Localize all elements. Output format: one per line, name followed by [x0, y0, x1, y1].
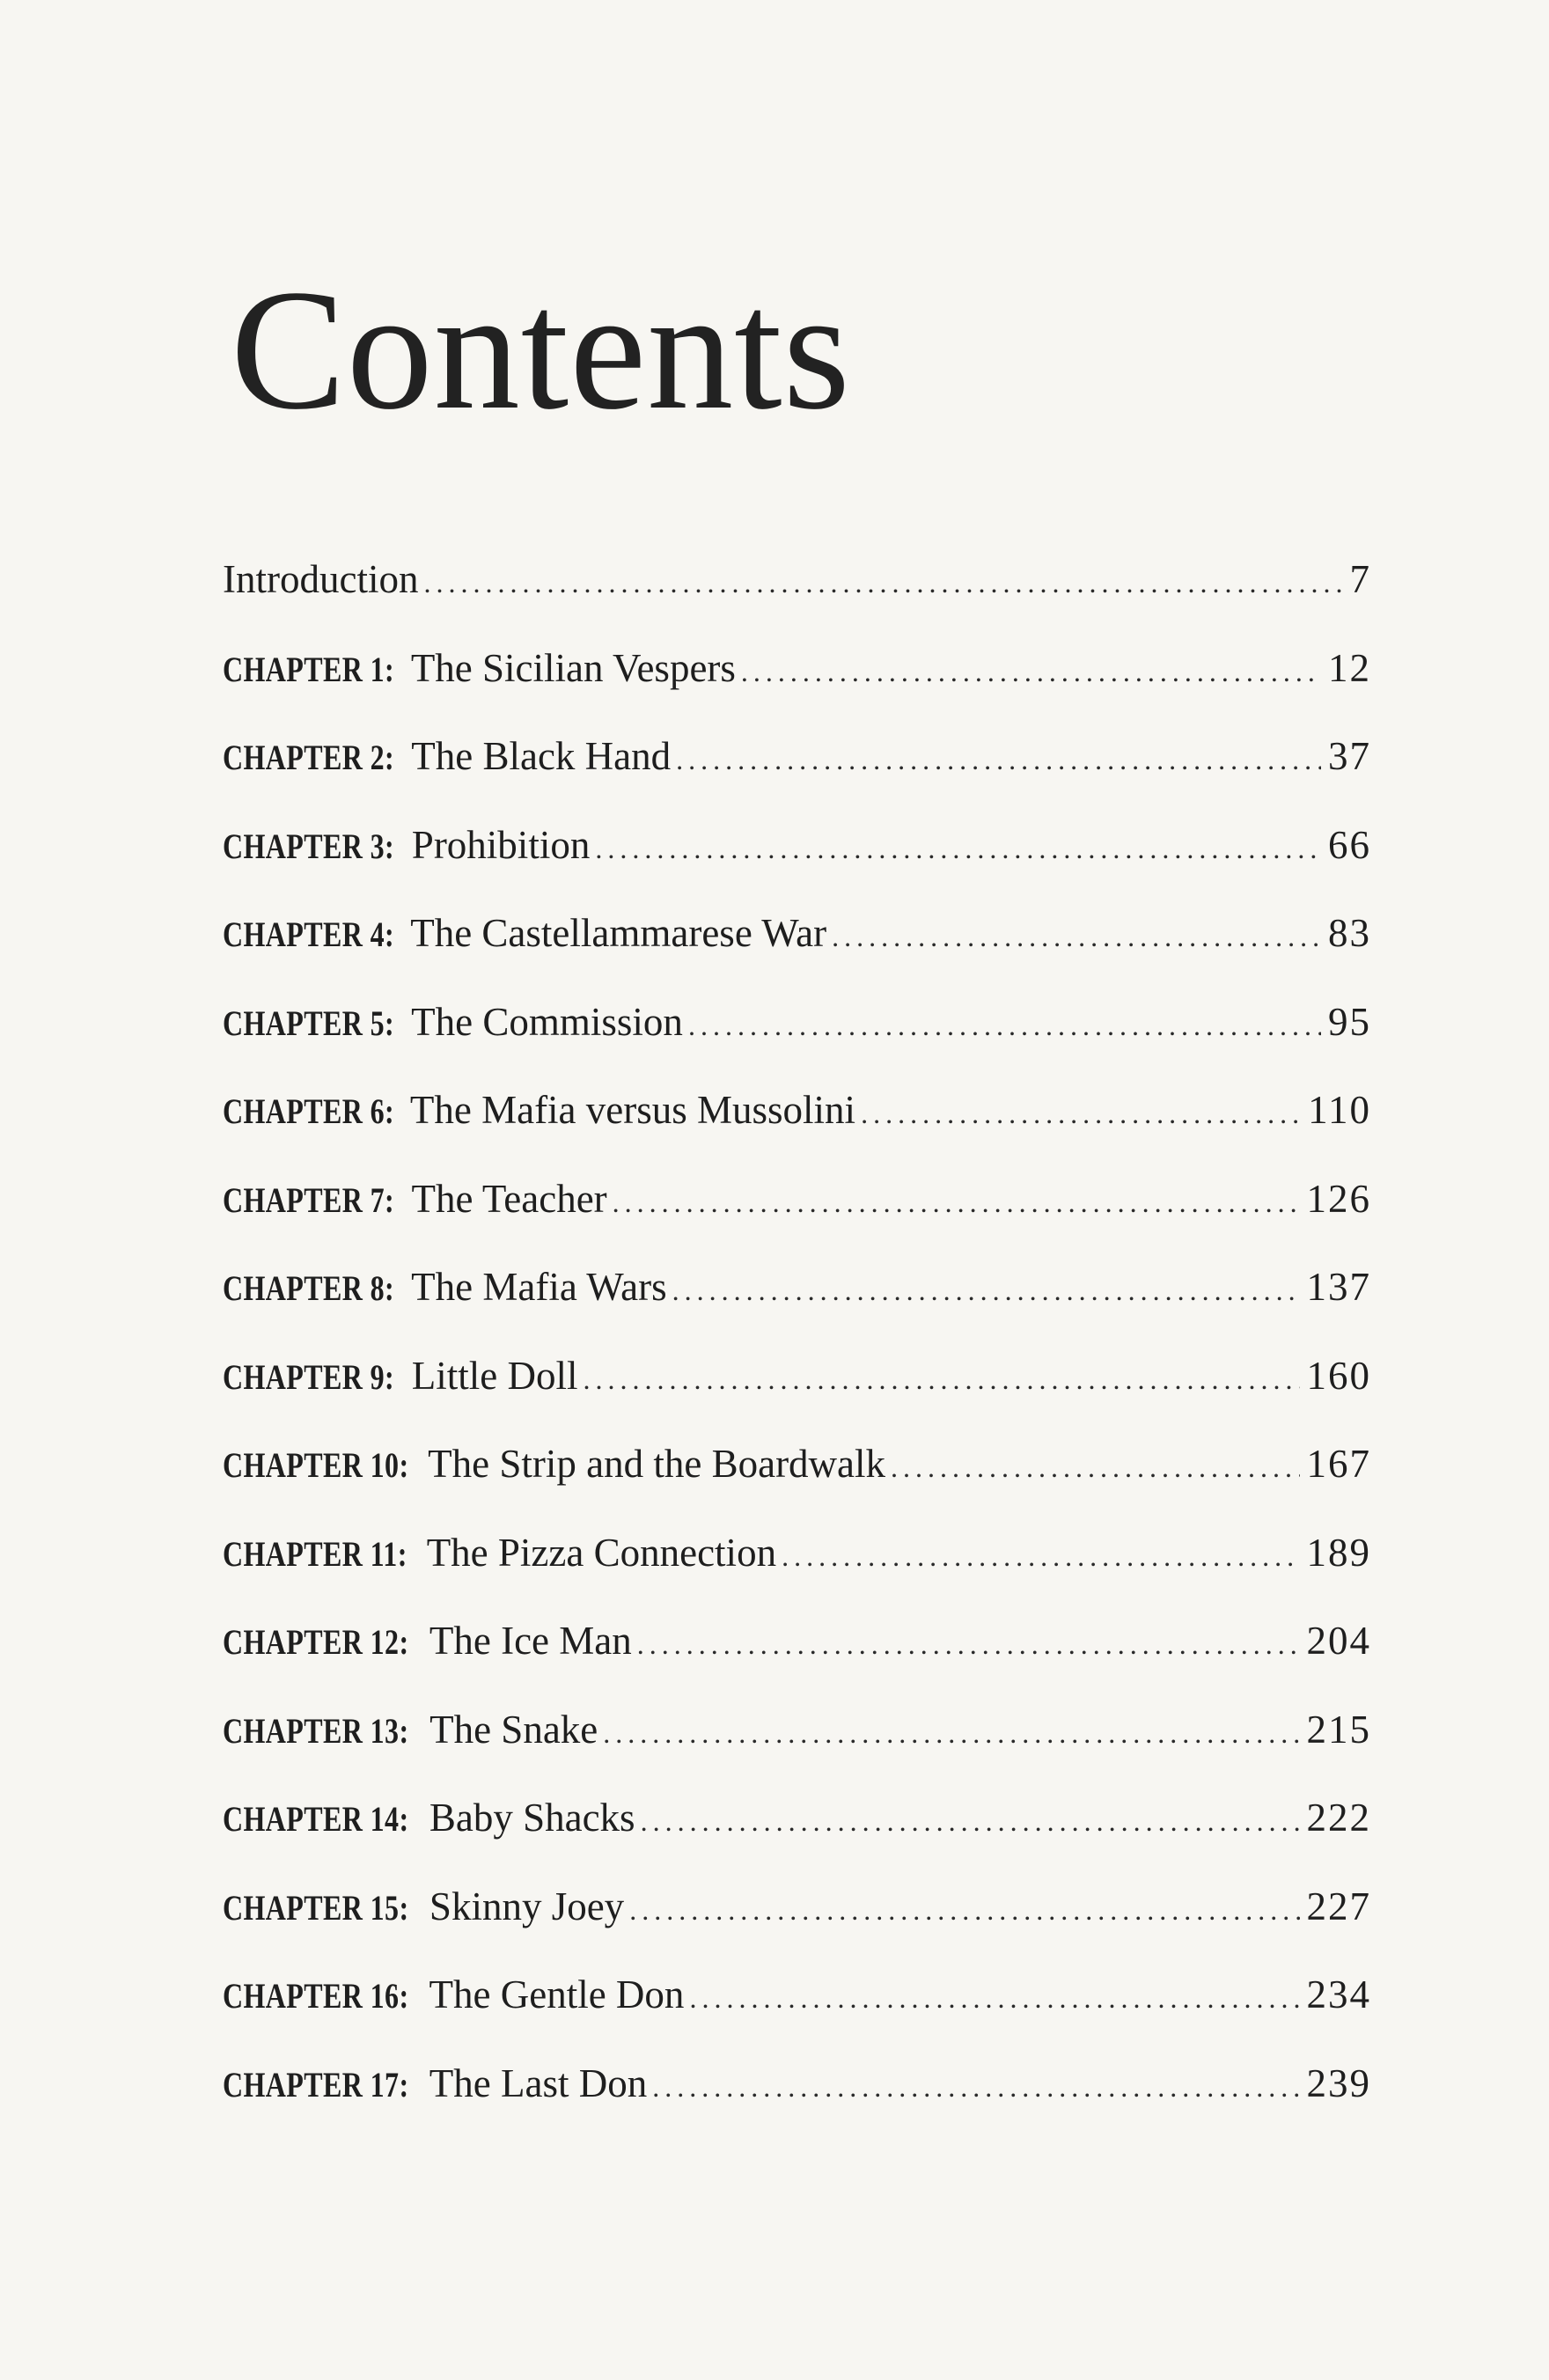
toc-entry-title: Little Doll [411, 1353, 578, 1398]
chapter-label: CHAPTER 12: [223, 1622, 409, 1662]
toc-entry-chapter-11 [223, 1530, 1371, 1619]
toc-entry-title: The Snake [429, 1707, 598, 1752]
dot-leader [782, 1540, 1299, 1573]
chapter-label: CHAPTER 11: [223, 1533, 407, 1574]
chapter-label: CHAPTER 17: [223, 2064, 409, 2105]
toc-entry-introduction [223, 556, 1371, 645]
chapter-label: CHAPTER 10: [223, 1445, 409, 1485]
toc-entry-title: The Pizza Connection [426, 1530, 777, 1575]
chapter-label: CHAPTER 2: [223, 738, 395, 777]
chapter-label: CHAPTER 4: [223, 915, 395, 954]
chapter-label: CHAPTER 13: [223, 1710, 409, 1751]
toc-page-number: 204 [1306, 1619, 1371, 1663]
toc-entry-title: The Teacher [411, 1176, 607, 1221]
dot-leader [741, 656, 1321, 688]
toc-entry-title: The Strip and the Boardwalk [428, 1442, 886, 1486]
chapter-label: CHAPTER 8: [223, 1268, 395, 1308]
dot-leader [891, 1451, 1299, 1484]
toc-entry-chapter-3 [223, 822, 1371, 911]
toc-entry-title: The Mafia versus Mussolini [409, 1088, 856, 1132]
chapter-label: CHAPTER 15: [223, 1887, 409, 1928]
dot-leader [641, 1805, 1300, 1838]
toc-page-number: 222 [1306, 1796, 1371, 1840]
toc-entry-chapter-5 [223, 999, 1371, 1088]
toc-page-number: 12 [1328, 645, 1371, 690]
toc-page-number: 227 [1306, 1884, 1371, 1928]
dot-leader [603, 1717, 1299, 1750]
toc-entry-chapter-17 [223, 2060, 1371, 2149]
toc-entry-chapter-8 [223, 1264, 1371, 1353]
dot-leader [861, 1098, 1301, 1130]
dot-leader [613, 1186, 1300, 1219]
toc-entry-title: Baby Shacks [429, 1796, 635, 1840]
dot-leader [629, 1894, 1299, 1927]
toc-entry-chapter-10 [223, 1441, 1371, 1530]
toc-entry-chapter-6 [223, 1087, 1371, 1176]
dot-leader [676, 744, 1321, 776]
dot-leader [423, 567, 1342, 599]
toc-entry-chapter-1 [223, 645, 1371, 734]
chapter-label: CHAPTER 3: [223, 826, 395, 866]
toc-page-number: 160 [1306, 1353, 1371, 1398]
toc-entry-chapter-12 [223, 1618, 1371, 1707]
toc-entry-title: The Mafia Wars [411, 1265, 667, 1309]
toc-entry-chapter-16 [223, 1972, 1371, 2060]
toc-entry-title: The Black Hand [411, 734, 672, 778]
toc-entry-title: The Ice Man [429, 1619, 632, 1663]
toc-entry-chapter-2 [223, 733, 1371, 822]
toc-entry-title: Prohibition [411, 822, 591, 867]
toc-entry-title: The Sicilian Vespers [410, 645, 736, 690]
chapter-label: CHAPTER 5: [223, 1003, 395, 1043]
chapter-label: CHAPTER 1: [223, 649, 395, 689]
toc-page-number: 66 [1328, 822, 1371, 867]
toc-entry-chapter-15 [223, 1884, 1371, 1972]
dot-leader [595, 833, 1321, 865]
dot-leader [637, 1628, 1300, 1661]
toc-entry-chapter-4 [223, 910, 1371, 999]
chapter-label: CHAPTER 6: [223, 1091, 395, 1131]
toc-page-number: 189 [1306, 1530, 1371, 1575]
toc-page-number: 95 [1328, 999, 1371, 1044]
toc-entry-title: The Last Don [429, 2060, 648, 2105]
chapter-label: CHAPTER 9: [223, 1356, 395, 1397]
toc-entry-title: The Gentle Don [429, 1972, 685, 2016]
toc-page-number: 83 [1328, 911, 1371, 955]
toc-entry-chapter-7 [223, 1176, 1371, 1265]
toc-entry-title: Skinny Joey [429, 1884, 625, 1928]
dot-leader [652, 2071, 1299, 2104]
dot-leader [672, 1274, 1300, 1307]
dot-leader [689, 1982, 1299, 2015]
toc-entry-chapter-9 [223, 1353, 1371, 1442]
toc-page-number: 7 [1349, 557, 1371, 601]
chapter-label: CHAPTER 7: [223, 1179, 395, 1220]
toc-page-number: 239 [1306, 2060, 1371, 2105]
toc-page-number: 234 [1306, 1972, 1371, 2016]
toc-page-number: 126 [1306, 1176, 1371, 1221]
toc-page-number: 137 [1306, 1265, 1371, 1309]
table-of-contents [223, 556, 1371, 2149]
chapter-label: CHAPTER 14: [223, 1799, 409, 1839]
dot-leader [832, 921, 1321, 953]
toc-page-number: 110 [1308, 1088, 1371, 1132]
dot-leader [583, 1363, 1299, 1396]
toc-page-number: 167 [1306, 1442, 1371, 1486]
dot-leader [688, 1010, 1321, 1042]
toc-page-number: 215 [1306, 1707, 1371, 1752]
toc-entry-title: The Castellammarese War [410, 911, 827, 955]
toc-page-number: 37 [1328, 734, 1371, 778]
toc-entry-chapter-13 [223, 1707, 1371, 1796]
toc-entry-title: The Commission [411, 999, 683, 1044]
toc-entry-chapter-14 [223, 1795, 1371, 1884]
page-title: Contents [231, 254, 851, 445]
toc-entry-title: Introduction [223, 557, 419, 601]
chapter-label: CHAPTER 16: [223, 1976, 409, 2016]
